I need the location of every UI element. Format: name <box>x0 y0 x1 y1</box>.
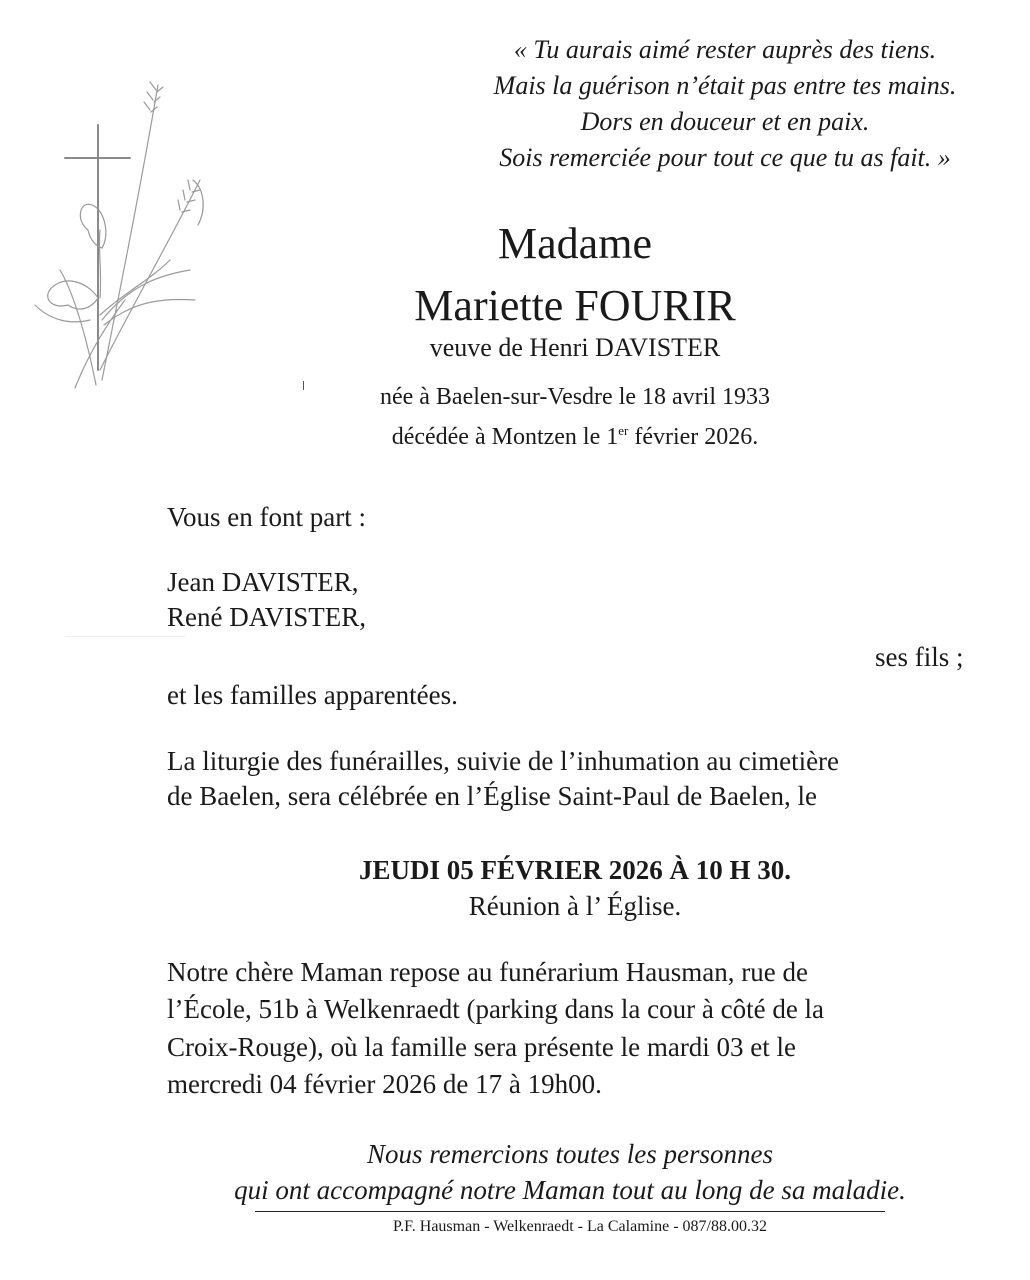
deceased-title: Madame <box>498 219 652 268</box>
poem <box>440 32 1010 176</box>
death-info <box>300 416 850 452</box>
meeting-place: Réunion à l’ Église. <box>468 891 682 921</box>
son-name: René DAVISTER, <box>167 602 366 632</box>
deceased-name: Mariette FOURIR <box>414 281 736 330</box>
cross-lily-wheat-icon <box>30 70 230 400</box>
visitation-line: Croix-Rouge), où la famille sera présente le mardi 03 et le <box>167 1032 797 1062</box>
thanks-line: Nous remercions toutes les personnes <box>367 1139 773 1169</box>
funeral-home-footer: P.F. Hausman - Welkenraedt - La Calamine - 087/88.00.32 <box>393 1218 767 1235</box>
poem-line: « Tu aurais aimé rester auprès des tiens. <box>513 35 937 64</box>
death-prefix: décédée à Montzen le 1 <box>391 424 619 450</box>
sons-label: ses fils ; <box>875 642 964 672</box>
announcement-intro: Vous en font part : <box>167 502 366 532</box>
birth-info: née à Baelen-sur-Vesdre le 18 avril 1933 <box>379 384 771 410</box>
visitation-line: mercredi 04 février 2026 de 17 à 19h00. <box>167 1069 602 1099</box>
footer-divider <box>255 1211 885 1212</box>
death-suffix: février 2026. <box>628 424 759 450</box>
funeral-date: JEUDI 05 FÉVRIER 2026 À 10 H 30. <box>358 855 792 885</box>
thanks-note <box>150 1136 990 1208</box>
visitation-line: Notre chère Maman repose au funérarium Hausman, rue de <box>167 957 808 987</box>
poem-line: Mais la guérison n’était pas entre tes mains. <box>493 71 957 100</box>
thanks-line: qui ont accompagné notre Maman tout au long de sa maladie. <box>234 1175 906 1205</box>
liturgy-line: de Baelen, sera célébrée en l’Église Saint-Paul de Baelen, le <box>167 781 817 811</box>
scan-artifact-line <box>65 636 185 637</box>
poem-line: Dors en douceur et en paix. <box>580 107 870 136</box>
son-name: Jean DAVISTER, <box>167 567 359 597</box>
death-ordinal: er <box>618 423 629 438</box>
widow-of: veuve de Henri DAVISTER <box>429 333 721 362</box>
visitation-line: l’École, 51b à Welkenraedt (parking dans la cour à côté de la <box>167 994 825 1024</box>
liturgy-line: La liturgie des funérailles, suivie de l’inhumation au cimetière <box>167 746 840 776</box>
families-line: et les familles apparentées. <box>167 680 458 710</box>
poem-line: Sois remerciée pour tout ce que tu as fait. » <box>499 143 951 172</box>
